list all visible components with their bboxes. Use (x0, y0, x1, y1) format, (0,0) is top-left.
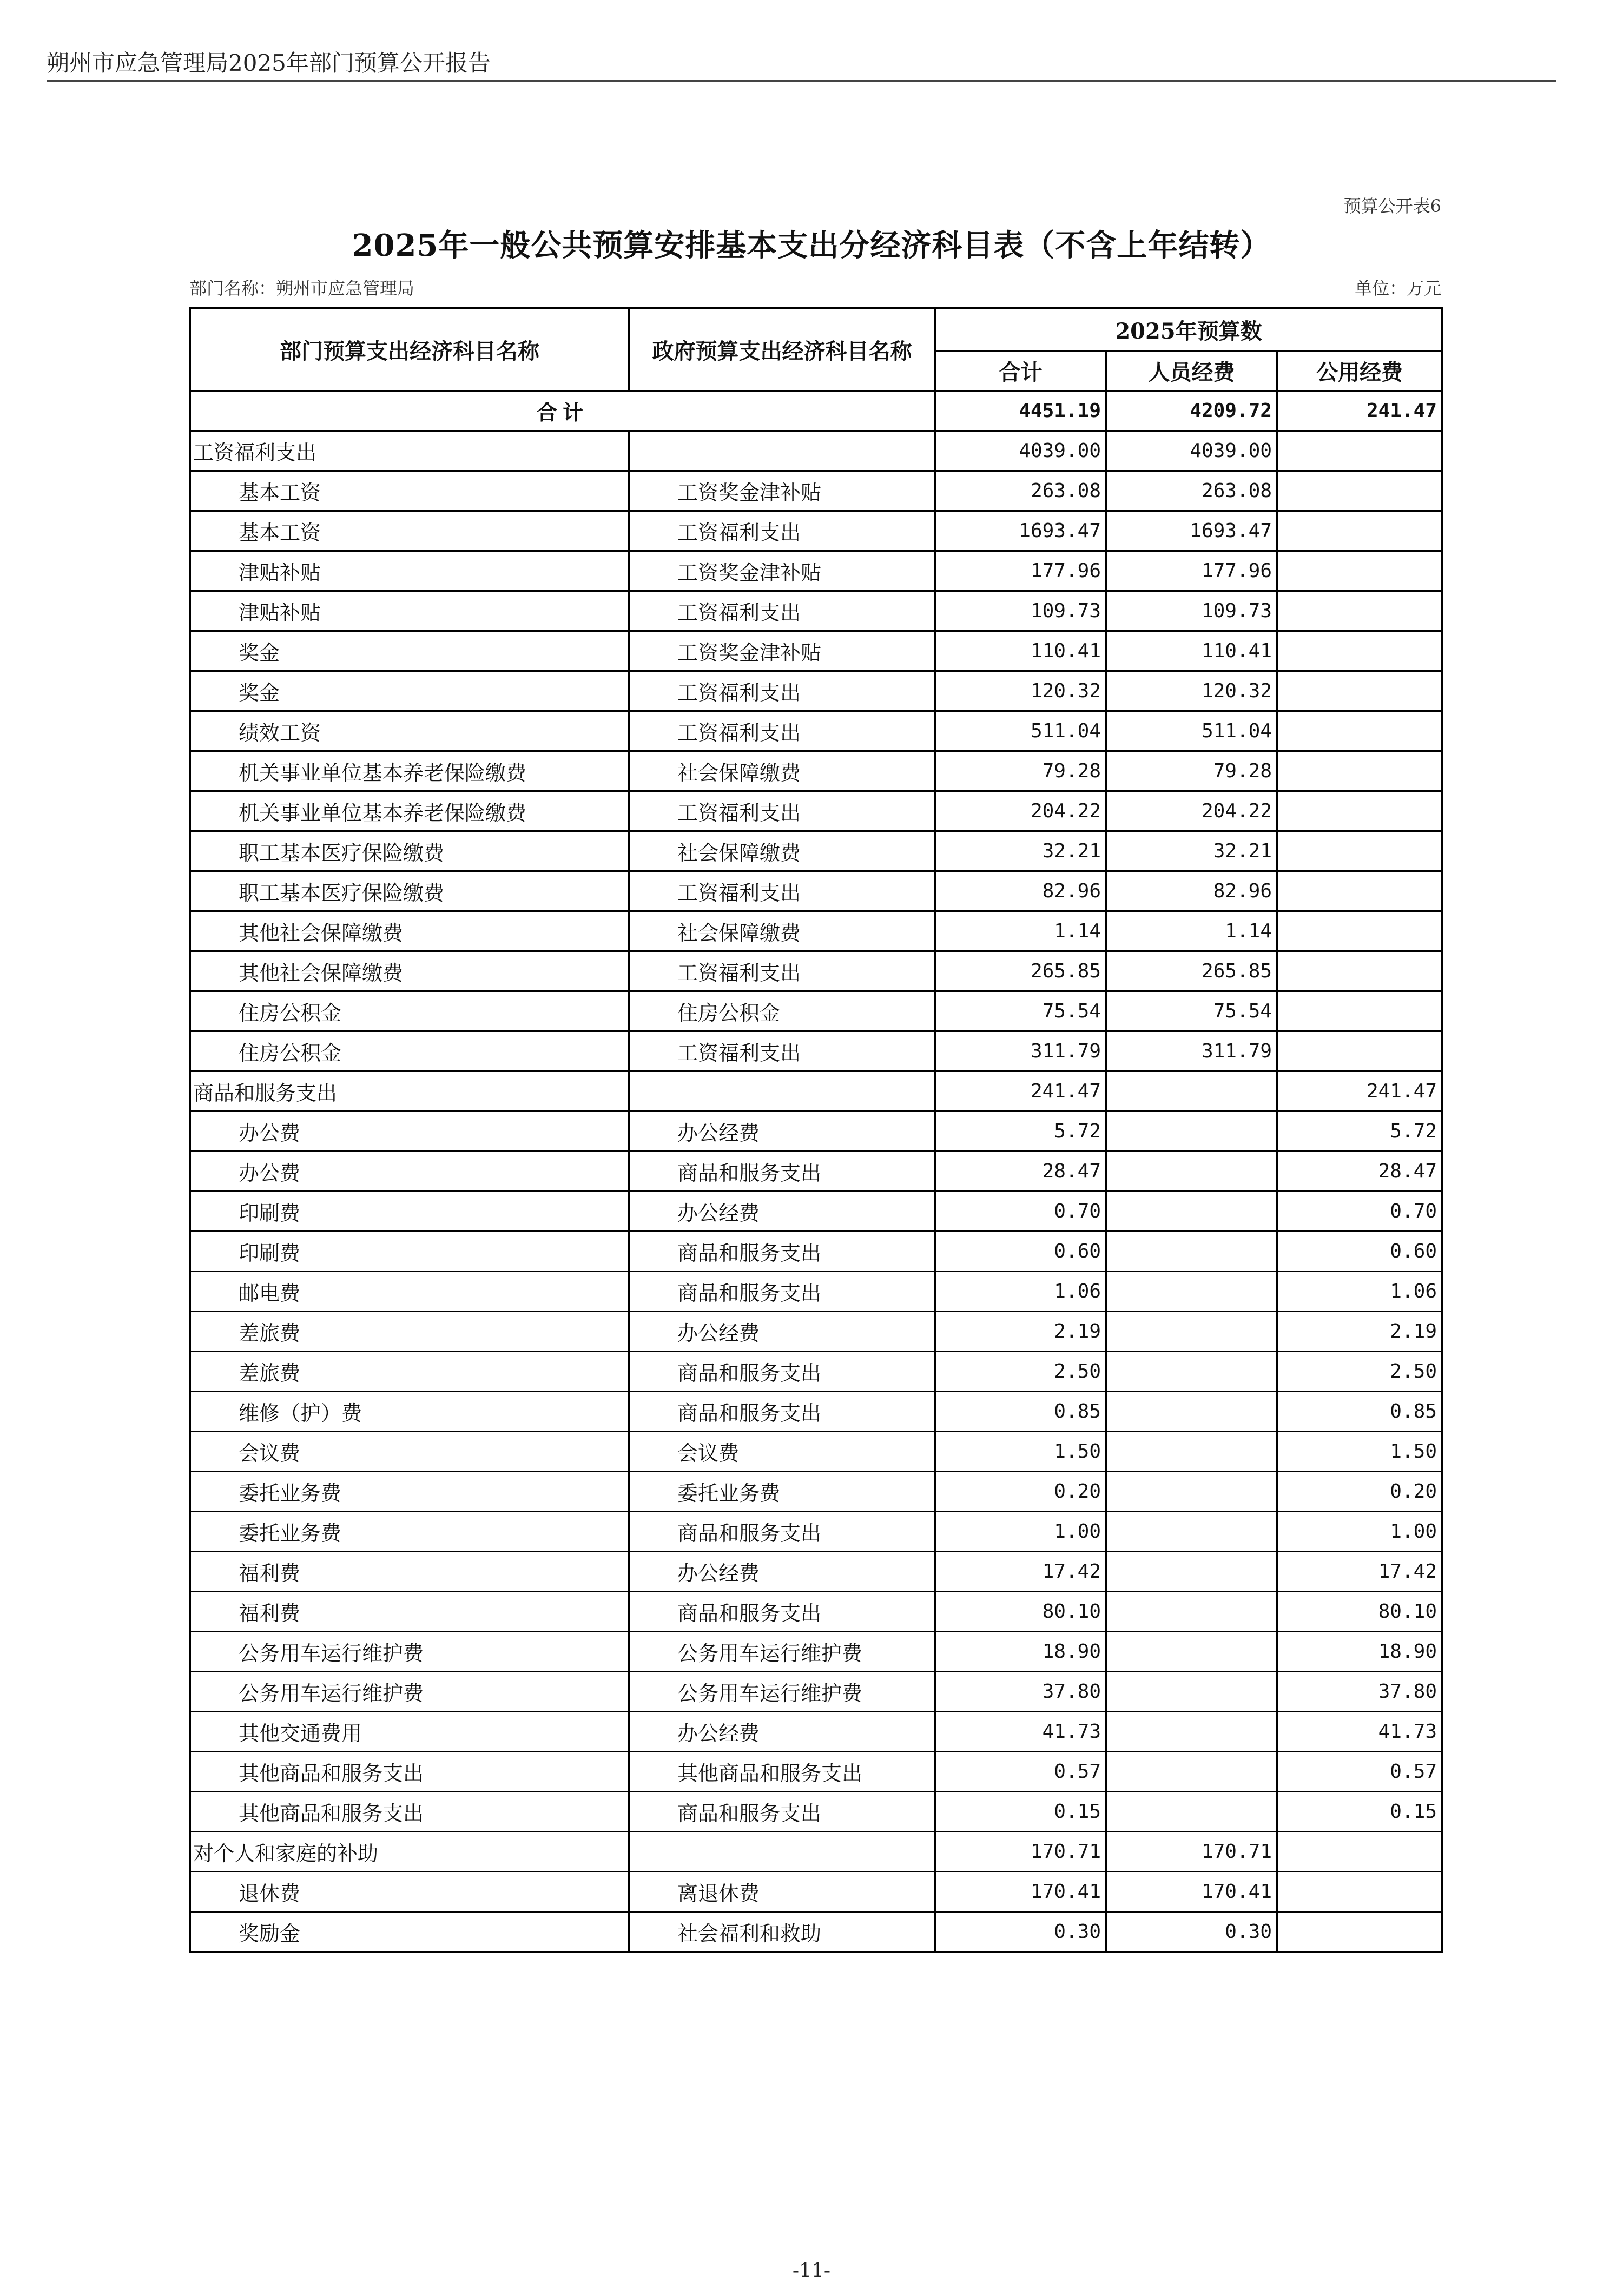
personnel-cell: 177.96 (1106, 551, 1277, 591)
total-cell: 2.50 (935, 1352, 1106, 1392)
personnel-cell: 4039.00 (1106, 431, 1277, 471)
public-cell (1277, 711, 1442, 751)
total-cell: 241.47 (935, 1071, 1106, 1111)
total-cell: 18.90 (935, 1632, 1106, 1672)
public-cell (1277, 671, 1442, 711)
total-row-label: 合计 (190, 391, 935, 431)
gov-cell: 社会保障缴费 (629, 751, 935, 791)
unit-label: 单位：万元 (1354, 278, 1441, 299)
gov-cell: 工资福利支出 (629, 791, 935, 831)
personnel-cell: 170.41 (1106, 1872, 1277, 1912)
gov-cell: 办公经费 (629, 1111, 935, 1152)
table-row (190, 1152, 1442, 1192)
total-cell: 1.00 (935, 1512, 1106, 1552)
total-cell: 170.41 (935, 1872, 1106, 1912)
total-cell: 17.42 (935, 1552, 1106, 1592)
personnel-cell (1106, 1792, 1277, 1832)
total-cell: 4039.00 (935, 431, 1106, 471)
table-row (190, 911, 1442, 951)
table-row (190, 1672, 1442, 1712)
table-row (190, 591, 1442, 631)
table-row (190, 751, 1442, 791)
personnel-cell (1106, 1552, 1277, 1592)
personnel-cell (1106, 1752, 1277, 1792)
table-row (190, 1752, 1442, 1792)
dept-cell: 福利费 (190, 1592, 629, 1632)
personnel-cell: 0.30 (1106, 1912, 1277, 1952)
gov-cell (629, 1832, 935, 1872)
public-cell (1277, 591, 1442, 631)
gov-cell: 工资福利支出 (629, 1031, 935, 1071)
table-row (190, 1712, 1442, 1752)
gov-cell: 公务用车运行维护费 (629, 1672, 935, 1712)
public-cell: 28.47 (1277, 1152, 1442, 1192)
dept-cell: 其他商品和服务支出 (190, 1792, 629, 1832)
dept-cell: 维修（护）费 (190, 1392, 629, 1432)
gov-cell: 离退休费 (629, 1872, 935, 1912)
total-cell: 80.10 (935, 1592, 1106, 1632)
public-cell: 0.60 (1277, 1232, 1442, 1272)
table-row (190, 1192, 1442, 1232)
table-row (190, 1472, 1442, 1512)
dept-cell: 奖金 (190, 671, 629, 711)
dept-cell: 差旅费 (190, 1312, 629, 1352)
total-cell: 511.04 (935, 711, 1106, 751)
table-row (190, 1872, 1442, 1912)
table-row (190, 471, 1442, 511)
total-cell: 110.41 (935, 631, 1106, 671)
total-cell: 28.47 (935, 1152, 1106, 1192)
public-cell: 0.15 (1277, 1792, 1442, 1832)
total-cell: 0.30 (935, 1912, 1106, 1952)
table-row (190, 1111, 1442, 1152)
total-cell: 0.20 (935, 1472, 1106, 1512)
public-cell: 0.57 (1277, 1752, 1442, 1792)
total-cell: 177.96 (935, 551, 1106, 591)
col-header-public: 公用经费 (1277, 351, 1442, 391)
total-cell: 1.06 (935, 1272, 1106, 1312)
dept-cell: 奖励金 (190, 1912, 629, 1952)
page-number: -11- (792, 2260, 831, 2282)
table-row (190, 791, 1442, 831)
dept-cell: 对个人和家庭的补助 (190, 1832, 629, 1872)
department-label: 部门名称：朔州市应急管理局 (189, 278, 415, 299)
public-cell (1277, 1912, 1442, 1952)
total-cell: 82.96 (935, 871, 1106, 911)
personnel-cell: 265.85 (1106, 951, 1277, 991)
personnel-cell (1106, 1672, 1277, 1712)
total-cell: 37.80 (935, 1672, 1106, 1712)
gov-cell: 办公经费 (629, 1552, 935, 1592)
gov-cell: 办公经费 (629, 1192, 935, 1232)
public-cell: 0.20 (1277, 1472, 1442, 1512)
gov-cell: 公务用车运行维护费 (629, 1632, 935, 1672)
total-cell: 170.71 (935, 1832, 1106, 1872)
table-row (190, 1392, 1442, 1432)
dept-cell: 住房公积金 (190, 991, 629, 1031)
total-cell: 109.73 (935, 591, 1106, 631)
table-row (190, 1232, 1442, 1272)
personnel-cell: 263.08 (1106, 471, 1277, 511)
total-row (190, 391, 1442, 431)
public-cell (1277, 631, 1442, 671)
dept-cell: 印刷费 (190, 1232, 629, 1272)
personnel-cell (1106, 1192, 1277, 1232)
personnel-cell (1106, 1352, 1277, 1392)
public-cell: 1.06 (1277, 1272, 1442, 1312)
public-cell: 5.72 (1277, 1111, 1442, 1152)
table-row (190, 1592, 1442, 1632)
dept-cell: 住房公积金 (190, 1031, 629, 1071)
dept-cell: 邮电费 (190, 1272, 629, 1312)
dept-cell: 商品和服务支出 (190, 1071, 629, 1111)
dept-cell: 机关事业单位基本养老保险缴费 (190, 791, 629, 831)
personnel-cell (1106, 1152, 1277, 1192)
table-row (190, 711, 1442, 751)
gov-cell: 商品和服务支出 (629, 1352, 935, 1392)
gov-cell: 商品和服务支出 (629, 1232, 935, 1272)
gov-cell: 社会福利和救助 (629, 1912, 935, 1952)
public-cell (1277, 551, 1442, 591)
personnel-cell: 32.21 (1106, 831, 1277, 871)
gov-cell: 工资奖金津补贴 (629, 471, 935, 511)
header-divider (47, 80, 1556, 82)
public-cell: 17.42 (1277, 1552, 1442, 1592)
total-cell: 120.32 (935, 671, 1106, 711)
personnel-cell: 204.22 (1106, 791, 1277, 831)
public-cell (1277, 471, 1442, 511)
public-cell: 18.90 (1277, 1632, 1442, 1672)
dept-cell: 其他社会保障缴费 (190, 951, 629, 991)
public-cell (1277, 1031, 1442, 1071)
category-row (190, 1071, 1442, 1111)
dept-cell: 基本工资 (190, 511, 629, 551)
gov-cell: 其他商品和服务支出 (629, 1752, 935, 1792)
public-cell (1277, 1832, 1442, 1872)
gov-cell: 住房公积金 (629, 991, 935, 1031)
table-number: 预算公开表6 (1343, 196, 1441, 216)
gov-cell: 工资福利支出 (629, 591, 935, 631)
gov-cell: 商品和服务支出 (629, 1512, 935, 1552)
personnel-cell (1106, 1232, 1277, 1272)
public-cell: 41.73 (1277, 1712, 1442, 1752)
table-row (190, 671, 1442, 711)
dept-cell: 会议费 (190, 1432, 629, 1472)
gov-cell (629, 1071, 935, 1111)
dept-cell: 工资福利支出 (190, 431, 629, 471)
personnel-cell (1106, 1071, 1277, 1111)
public-cell: 2.50 (1277, 1352, 1442, 1392)
col-header-dept-subject: 部门预算支出经济科目名称 (190, 308, 629, 391)
total-cell: 32.21 (935, 831, 1106, 871)
personnel-cell (1106, 1592, 1277, 1632)
total-row-personnel: 4209.72 (1106, 391, 1277, 431)
personnel-cell: 79.28 (1106, 751, 1277, 791)
category-row (190, 431, 1442, 471)
gov-cell: 商品和服务支出 (629, 1592, 935, 1632)
personnel-cell (1106, 1111, 1277, 1152)
gov-cell: 办公经费 (629, 1312, 935, 1352)
public-cell (1277, 871, 1442, 911)
gov-cell: 工资福利支出 (629, 671, 935, 711)
table-row (190, 1632, 1442, 1672)
table-row (190, 1912, 1442, 1952)
personnel-cell: 170.71 (1106, 1832, 1277, 1872)
personnel-cell: 1693.47 (1106, 511, 1277, 551)
total-cell: 75.54 (935, 991, 1106, 1031)
total-cell: 0.85 (935, 1392, 1106, 1432)
gov-cell: 工资福利支出 (629, 711, 935, 751)
total-cell: 0.57 (935, 1752, 1106, 1792)
dept-cell: 福利费 (190, 1552, 629, 1592)
total-row-total: 4451.19 (935, 391, 1106, 431)
public-cell (1277, 991, 1442, 1031)
public-cell: 37.80 (1277, 1672, 1442, 1712)
table-row (190, 951, 1442, 991)
public-cell (1277, 751, 1442, 791)
gov-cell: 商品和服务支出 (629, 1792, 935, 1832)
total-cell: 204.22 (935, 791, 1106, 831)
gov-cell: 社会保障缴费 (629, 831, 935, 871)
table-row (190, 551, 1442, 591)
category-row (190, 1832, 1442, 1872)
dept-cell: 奖金 (190, 631, 629, 671)
table-row (190, 831, 1442, 871)
gov-cell: 委托业务费 (629, 1472, 935, 1512)
public-cell (1277, 831, 1442, 871)
personnel-cell: 110.41 (1106, 631, 1277, 671)
public-cell (1277, 951, 1442, 991)
personnel-cell (1106, 1432, 1277, 1472)
gov-cell: 工资福利支出 (629, 951, 935, 991)
public-cell (1277, 1872, 1442, 1912)
dept-cell: 委托业务费 (190, 1512, 629, 1552)
total-cell: 265.85 (935, 951, 1106, 991)
total-cell: 0.60 (935, 1232, 1106, 1272)
total-row-public: 241.47 (1277, 391, 1442, 431)
personnel-cell: 75.54 (1106, 991, 1277, 1031)
personnel-cell: 1.14 (1106, 911, 1277, 951)
dept-cell: 其他商品和服务支出 (190, 1752, 629, 1792)
table-row (190, 1432, 1442, 1472)
report-header-title: 朔州市应急管理局2025年部门预算公开报告 (47, 50, 491, 76)
personnel-cell: 511.04 (1106, 711, 1277, 751)
public-cell: 80.10 (1277, 1592, 1442, 1632)
gov-cell: 商品和服务支出 (629, 1392, 935, 1432)
dept-cell: 公务用车运行维护费 (190, 1672, 629, 1712)
public-cell (1277, 431, 1442, 471)
public-cell: 1.50 (1277, 1432, 1442, 1472)
total-cell: 1.50 (935, 1432, 1106, 1472)
personnel-cell (1106, 1512, 1277, 1552)
total-cell: 5.72 (935, 1111, 1106, 1152)
gov-cell: 工资福利支出 (629, 511, 935, 551)
dept-cell: 绩效工资 (190, 711, 629, 751)
dept-cell: 职工基本医疗保险缴费 (190, 871, 629, 911)
public-cell (1277, 791, 1442, 831)
total-cell: 1693.47 (935, 511, 1106, 551)
table-title: 2025年一般公共预算安排基本支出分经济科目表（不含上年结转） (352, 228, 1271, 263)
dept-cell: 退休费 (190, 1872, 629, 1912)
personnel-cell: 109.73 (1106, 591, 1277, 631)
public-cell (1277, 511, 1442, 551)
total-cell: 0.70 (935, 1192, 1106, 1232)
gov-cell: 会议费 (629, 1432, 935, 1472)
dept-cell: 津贴补贴 (190, 551, 629, 591)
total-cell: 79.28 (935, 751, 1106, 791)
table-row (190, 991, 1442, 1031)
dept-cell: 印刷费 (190, 1192, 629, 1232)
table-row (190, 1272, 1442, 1312)
total-cell: 263.08 (935, 471, 1106, 511)
table-row (190, 631, 1442, 671)
public-cell (1277, 911, 1442, 951)
personnel-cell (1106, 1392, 1277, 1432)
table-row (190, 1792, 1442, 1832)
total-cell: 1.14 (935, 911, 1106, 951)
public-cell: 0.85 (1277, 1392, 1442, 1432)
gov-cell (629, 431, 935, 471)
gov-cell: 商品和服务支出 (629, 1272, 935, 1312)
table-row (190, 511, 1442, 551)
gov-cell: 商品和服务支出 (629, 1152, 935, 1192)
col-header-gov-subject: 政府预算支出经济科目名称 (629, 308, 935, 391)
table-row (190, 871, 1442, 911)
dept-cell: 机关事业单位基本养老保险缴费 (190, 751, 629, 791)
col-header-budget-group: 2025年预算数 (935, 308, 1442, 351)
dept-cell: 职工基本医疗保险缴费 (190, 831, 629, 871)
public-cell: 241.47 (1277, 1071, 1442, 1111)
dept-cell: 其他交通费用 (190, 1712, 629, 1752)
col-header-total: 合计 (935, 351, 1106, 391)
budget-table (189, 307, 1443, 1953)
personnel-cell: 82.96 (1106, 871, 1277, 911)
personnel-cell (1106, 1272, 1277, 1312)
gov-cell: 社会保障缴费 (629, 911, 935, 951)
dept-cell: 委托业务费 (190, 1472, 629, 1512)
personnel-cell: 120.32 (1106, 671, 1277, 711)
dept-cell: 其他社会保障缴费 (190, 911, 629, 951)
personnel-cell (1106, 1712, 1277, 1752)
gov-cell: 办公经费 (629, 1712, 935, 1752)
dept-cell: 差旅费 (190, 1352, 629, 1392)
total-cell: 311.79 (935, 1031, 1106, 1071)
personnel-cell (1106, 1472, 1277, 1512)
gov-cell: 工资福利支出 (629, 871, 935, 911)
dept-cell: 公务用车运行维护费 (190, 1632, 629, 1672)
dept-cell: 办公费 (190, 1111, 629, 1152)
dept-cell: 津贴补贴 (190, 591, 629, 631)
public-cell: 1.00 (1277, 1512, 1442, 1552)
table-row (190, 1552, 1442, 1592)
total-cell: 2.19 (935, 1312, 1106, 1352)
total-cell: 0.15 (935, 1792, 1106, 1832)
personnel-cell: 311.79 (1106, 1031, 1277, 1071)
col-header-personnel: 人员经费 (1106, 351, 1277, 391)
table-row (190, 1352, 1442, 1392)
personnel-cell (1106, 1632, 1277, 1672)
personnel-cell (1106, 1312, 1277, 1352)
table-row (190, 1312, 1442, 1352)
public-cell: 0.70 (1277, 1192, 1442, 1232)
dept-cell: 基本工资 (190, 471, 629, 511)
gov-cell: 工资奖金津补贴 (629, 631, 935, 671)
table-row (190, 1512, 1442, 1552)
dept-cell: 办公费 (190, 1152, 629, 1192)
public-cell: 2.19 (1277, 1312, 1442, 1352)
table-row (190, 1031, 1442, 1071)
gov-cell: 工资奖金津补贴 (629, 551, 935, 591)
total-cell: 41.73 (935, 1712, 1106, 1752)
